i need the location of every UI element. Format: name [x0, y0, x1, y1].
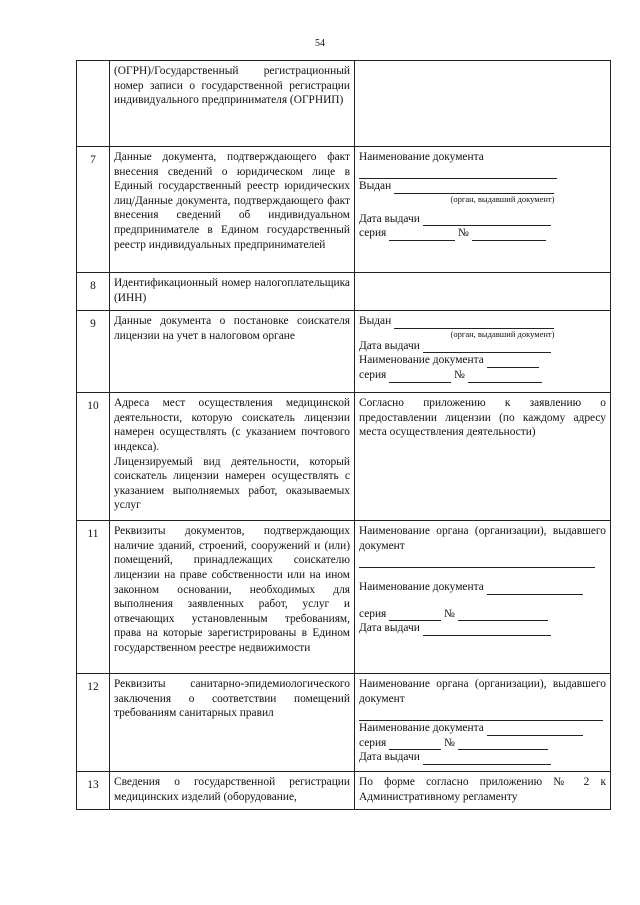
issued-by-line[interactable]	[394, 182, 554, 194]
document-name-line[interactable]	[487, 356, 539, 368]
row-description-activity: Лицензируемый вид деятельности, который соискатель лицензии намерен осуществлять с указанием выполняемых работ, оказываемых услуг	[114, 455, 350, 512]
document-name-line[interactable]	[359, 167, 557, 179]
field-date-label: Дата выдачи	[359, 339, 420, 352]
row-value-cell[interactable]	[355, 311, 611, 393]
row-value-cell[interactable]	[355, 61, 611, 147]
row-value-cell[interactable]	[355, 147, 611, 273]
table-row	[77, 147, 611, 273]
field-document-name-label: Наименование документа	[359, 151, 484, 163]
table-row	[77, 772, 611, 810]
row-number: 13	[77, 772, 110, 810]
issuer-note: (орган, выдавший документ)	[450, 193, 555, 204]
issuer-note: (орган, выдавший документ)	[450, 328, 555, 339]
field-number-label: №	[444, 607, 455, 620]
field-org-label: Наименование органа (организации), выдавшего документ	[359, 525, 606, 552]
field-number-label: №	[444, 736, 455, 749]
row-description: Реквизиты санитарно-эпидемиологического заключения о соответствии помещений требованиям санитарных правил	[110, 674, 355, 772]
issue-date-line[interactable]	[423, 341, 551, 353]
application-form-table	[76, 60, 611, 810]
field-document-name-label: Наименование документа	[359, 580, 484, 593]
row-number	[77, 61, 110, 147]
field-number-label: №	[458, 227, 469, 240]
number-line[interactable]	[472, 229, 546, 241]
row-value-cell[interactable]	[355, 674, 611, 772]
row-description: Сведения о государственной регистрации медицинских изделий (оборудование,	[110, 772, 355, 810]
row-description	[110, 393, 355, 521]
row-description-addresses: Адреса мест осуществления медицинской деятельности, которую соискатель лицензии намерен осуществлять (с указанием почтового индекса).	[114, 397, 350, 453]
row-number: 8	[77, 273, 110, 311]
table-row	[77, 393, 611, 521]
issue-date-line[interactable]	[423, 624, 551, 636]
table-row	[77, 674, 611, 772]
row-value-cell: По форме согласно приложению № 2 к Административному регламенту	[355, 772, 611, 810]
number-line[interactable]	[458, 738, 548, 750]
table-row	[77, 273, 611, 311]
series-line[interactable]	[389, 229, 455, 241]
row-number: 7	[77, 147, 110, 273]
row-number: 10	[77, 393, 110, 521]
field-issued-label: Выдан	[359, 180, 392, 193]
series-line[interactable]	[389, 371, 451, 383]
field-series-label: серия	[359, 736, 387, 749]
document-name-line[interactable]	[487, 724, 583, 736]
field-series-label: серия	[359, 607, 387, 620]
org-name-line[interactable]	[359, 709, 603, 721]
row-value-cell[interactable]	[355, 521, 611, 674]
field-date-label: Дата выдачи	[359, 751, 420, 764]
issued-by-line[interactable]	[394, 317, 554, 329]
series-line[interactable]	[389, 738, 441, 750]
page-number: 54	[315, 38, 325, 49]
table-row	[77, 521, 611, 674]
field-document-name-label: Наименование документа	[359, 721, 484, 734]
row-value-cell: Согласно приложению к заявлению о предоставлении лицензии (по каждому адресу места осуществления деятельности)	[355, 393, 611, 521]
number-line[interactable]	[468, 371, 542, 383]
field-number-label: №	[454, 368, 465, 381]
row-number: 12	[77, 674, 110, 772]
field-org-label: Наименование органа (организации), выдавшего документ	[359, 678, 606, 705]
row-number: 11	[77, 521, 110, 674]
field-document-name-label: Наименование документа	[359, 354, 484, 367]
field-series-label: серия	[359, 227, 387, 240]
row-description: Данные документа, подтверждающего факт внесения сведений о юридическом лице в Единый государственный реестр юридических лиц/Данные документа, подтверждающего факт внесения сведений об индивидуальном предпринимателе в Едином государственный реестр индивидуальных предпринимателей	[110, 147, 355, 273]
row-description: Реквизиты документов, подтверждающих наличие зданий, строений, сооружений и (или) помещений, принадлежащих соискателю лицензии на праве собственности или на ином законном основании, необходимых для выполнения заявленных работ, услуг и отвечающих установленным требованиям, права на которые зарегистрированы в Едином государственном реестре недвижимости	[110, 521, 355, 674]
row-number: 9	[77, 311, 110, 393]
document-name-line[interactable]	[487, 583, 583, 595]
issue-date-line[interactable]	[423, 214, 551, 226]
field-date-label: Дата выдачи	[359, 622, 420, 635]
number-line[interactable]	[458, 609, 548, 621]
table-row	[77, 61, 611, 147]
series-line[interactable]	[389, 609, 441, 621]
org-name-line[interactable]	[359, 556, 595, 568]
field-date-label: Дата выдачи	[359, 212, 420, 225]
row-description: Данные документа о постановке соискателя лицензии на учет в налоговом органе	[110, 311, 355, 393]
row-description: (ОГРН)/Государственный регистрационный номер записи о государственной регистрации индивидуального предпринимателя (ОГРНИП)	[110, 61, 355, 147]
field-issued-label: Выдан	[359, 315, 392, 328]
table-row	[77, 311, 611, 393]
field-series-label: серия	[359, 368, 387, 381]
issue-date-line[interactable]	[423, 753, 551, 765]
row-value-cell[interactable]	[355, 273, 611, 311]
row-description: Идентификационный номер налогоплательщика (ИНН)	[110, 273, 355, 311]
